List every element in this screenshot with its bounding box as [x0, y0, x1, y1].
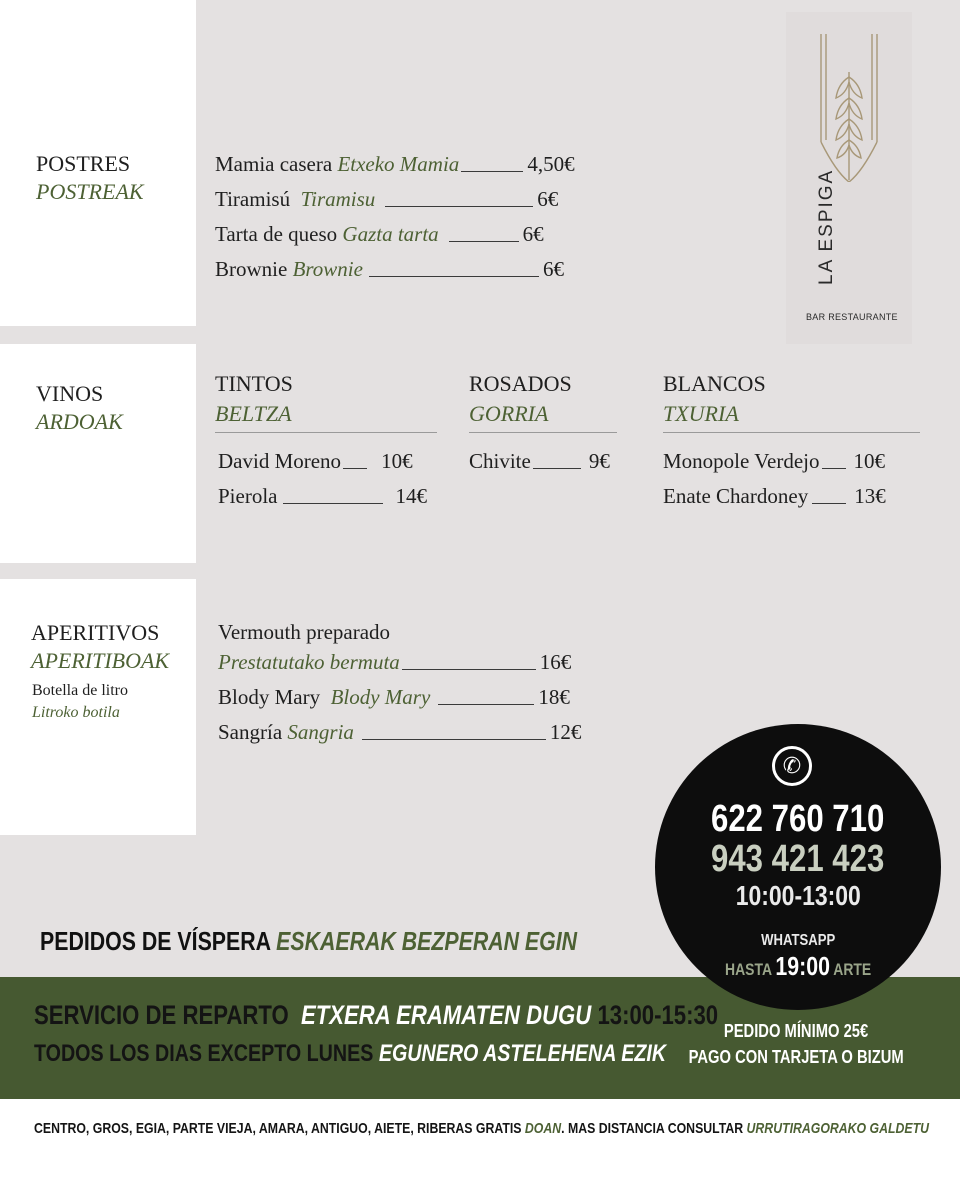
- footer-es2: . MAS DISTANCIA CONSULTAR: [561, 1120, 744, 1137]
- tintos-title-eu: BELTZA: [215, 400, 292, 426]
- item-price: 16€: [539, 650, 572, 674]
- servicio-time: 13:00-15:30: [597, 1000, 719, 1030]
- servicio-es: SERVICIO DE REPARTO: [34, 1000, 289, 1030]
- blancos-heading: [663, 369, 766, 428]
- item-name-eu: Gazta tarta: [342, 222, 439, 246]
- item-name-eu: Etxeko Mamia: [337, 152, 460, 176]
- rosados-title: ROSADOS: [469, 371, 572, 396]
- item-name: Sangría: [218, 720, 283, 744]
- vinos-panel: [0, 344, 196, 563]
- item-price: 18€: [538, 685, 570, 709]
- note-es: Botella de litro: [32, 682, 128, 699]
- leader-line: [402, 669, 536, 670]
- item-name: Tiramisú: [215, 187, 291, 211]
- item-price: 9€: [588, 449, 610, 473]
- note-eu: Litroko botila: [32, 704, 120, 722]
- footer-bar: [0, 1099, 960, 1200]
- item-name: Pierola: [218, 484, 278, 508]
- postres-title-eu: POSTREAK: [36, 178, 144, 204]
- wine-item: [663, 449, 885, 474]
- item-price: 10€: [853, 449, 886, 473]
- postres-item: [215, 222, 544, 247]
- vinos-title-eu: ARDOAK: [36, 408, 123, 434]
- item-price: 4,50€: [527, 152, 575, 176]
- postres-item: [215, 152, 575, 177]
- postres-title-es: POSTRES: [36, 151, 131, 176]
- brand-name: LA ESPIGA: [816, 168, 837, 285]
- leader-line: [438, 704, 534, 705]
- leader-line: [369, 276, 539, 277]
- postres-item: [215, 187, 558, 212]
- vinos-title: [36, 380, 123, 435]
- todos-es: TODOS LOS DIAS EXCEPTO LUNES: [34, 1040, 374, 1067]
- item-price: 14€: [395, 484, 427, 508]
- minimo-block: [646, 1018, 946, 1070]
- item-name: Blody Mary: [218, 685, 321, 709]
- minimo-line2: PAGO CON TARJETA O BIZUM: [688, 1047, 904, 1068]
- aperitivos-title-es: APERITIVOS: [31, 620, 160, 645]
- item-name-eu: Brownie: [292, 257, 363, 281]
- aperitivos-note: [32, 680, 128, 725]
- wine-item: [469, 449, 610, 474]
- todos-line: [34, 1040, 666, 1068]
- leader-line: [362, 739, 546, 740]
- tintos-title: TINTOS: [215, 371, 293, 396]
- leader-line: [449, 241, 519, 242]
- footer-es: CENTRO, GROS, EGIA, PARTE VIEJA, AMARA, ANTIGUO, AIETE, RIBERAS GRATIS: [34, 1120, 522, 1137]
- item-name: David Moreno: [218, 449, 342, 473]
- item-price: 13€: [854, 484, 886, 508]
- item-name: Monopole Verdejo: [663, 449, 820, 473]
- rosados-title-eu: GORRIA: [469, 400, 549, 426]
- aperitivo-item: [218, 650, 571, 675]
- postres-item: [215, 257, 564, 282]
- wine-item: [218, 449, 413, 474]
- item-name: Mamia casera: [215, 152, 333, 176]
- tintos-rule: [215, 432, 437, 433]
- item-name-eu: Sangria: [287, 720, 354, 744]
- leader-line: [283, 503, 383, 504]
- aperitivo-item: [218, 620, 390, 645]
- rosados-heading: [469, 369, 572, 428]
- aperitivo-item: [218, 685, 570, 710]
- pedidos-heading: [40, 926, 577, 957]
- item-name: Chivite: [469, 449, 531, 473]
- item-price: 6€: [542, 257, 564, 281]
- item-price: 6€: [522, 222, 544, 246]
- minimo-line1: PEDIDO MÍNIMO 25€: [723, 1021, 869, 1041]
- whatsapp-label: WHATSAPP: [760, 932, 836, 949]
- servicio-line: [34, 1000, 718, 1031]
- blancos-title: BLANCOS: [663, 371, 766, 396]
- item-name-eu: Prestatutako bermuta: [218, 650, 400, 674]
- leader-line: [822, 468, 846, 469]
- phone-secondary[interactable]: 943 421 423: [711, 838, 885, 880]
- blancos-title-eu: TXURIA: [663, 400, 739, 426]
- pedidos-es: PEDIDOS DE VÍSPERA: [40, 926, 271, 956]
- wheat-logo-icon: [818, 32, 880, 182]
- item-name: Brownie: [215, 257, 288, 281]
- leader-line: [385, 206, 533, 207]
- item-name: Enate Chardoney: [663, 484, 809, 508]
- whatsapp-hours: HASTA 19:00 ARTE: [724, 951, 872, 981]
- item-price: 12€: [549, 720, 582, 744]
- wine-item: [218, 484, 427, 509]
- aperitivos-title: [31, 619, 169, 674]
- servicio-eu: ETXERA ERAMATEN DUGU: [300, 1000, 592, 1030]
- aperitivos-title-eu: APERITIBOAK: [31, 647, 170, 673]
- wine-item: [663, 484, 886, 509]
- todos-eu: EGUNERO ASTELEHENA EZIK: [378, 1040, 667, 1067]
- item-name: Vermouth preparado: [218, 620, 391, 644]
- footer-eu2: URRUTIRAGORAKO GALDETU: [746, 1120, 929, 1137]
- footer-eu: DOAN: [524, 1120, 562, 1137]
- rosados-rule: [469, 432, 617, 433]
- blancos-rule: [663, 432, 920, 433]
- aperitivo-item: [218, 720, 581, 745]
- leader-line: [533, 468, 581, 469]
- item-price: 10€: [381, 449, 413, 473]
- footer-text: [34, 1120, 929, 1137]
- phone-icon[interactable]: ✆: [772, 746, 812, 786]
- postres-title: [36, 150, 144, 205]
- item-name-eu: Blody Mary: [330, 685, 431, 709]
- pedidos-eu: ESKAERAK BEZPERAN EGIN: [276, 926, 578, 956]
- vinos-title-es: VINOS: [36, 381, 104, 406]
- item-name: Tarta de queso: [215, 222, 338, 246]
- item-name-eu: Tiramisu: [300, 187, 376, 211]
- tintos-heading: [215, 369, 293, 428]
- item-price: 6€: [537, 187, 559, 211]
- phone-primary[interactable]: 622 760 710: [711, 798, 885, 840]
- leader-line: [343, 468, 367, 469]
- leader-line: [461, 171, 523, 172]
- brand-subtitle: BAR RESTAURANTE: [806, 312, 898, 322]
- contact-hours: 10:00-13:00: [735, 880, 861, 911]
- leader-line: [812, 503, 846, 504]
